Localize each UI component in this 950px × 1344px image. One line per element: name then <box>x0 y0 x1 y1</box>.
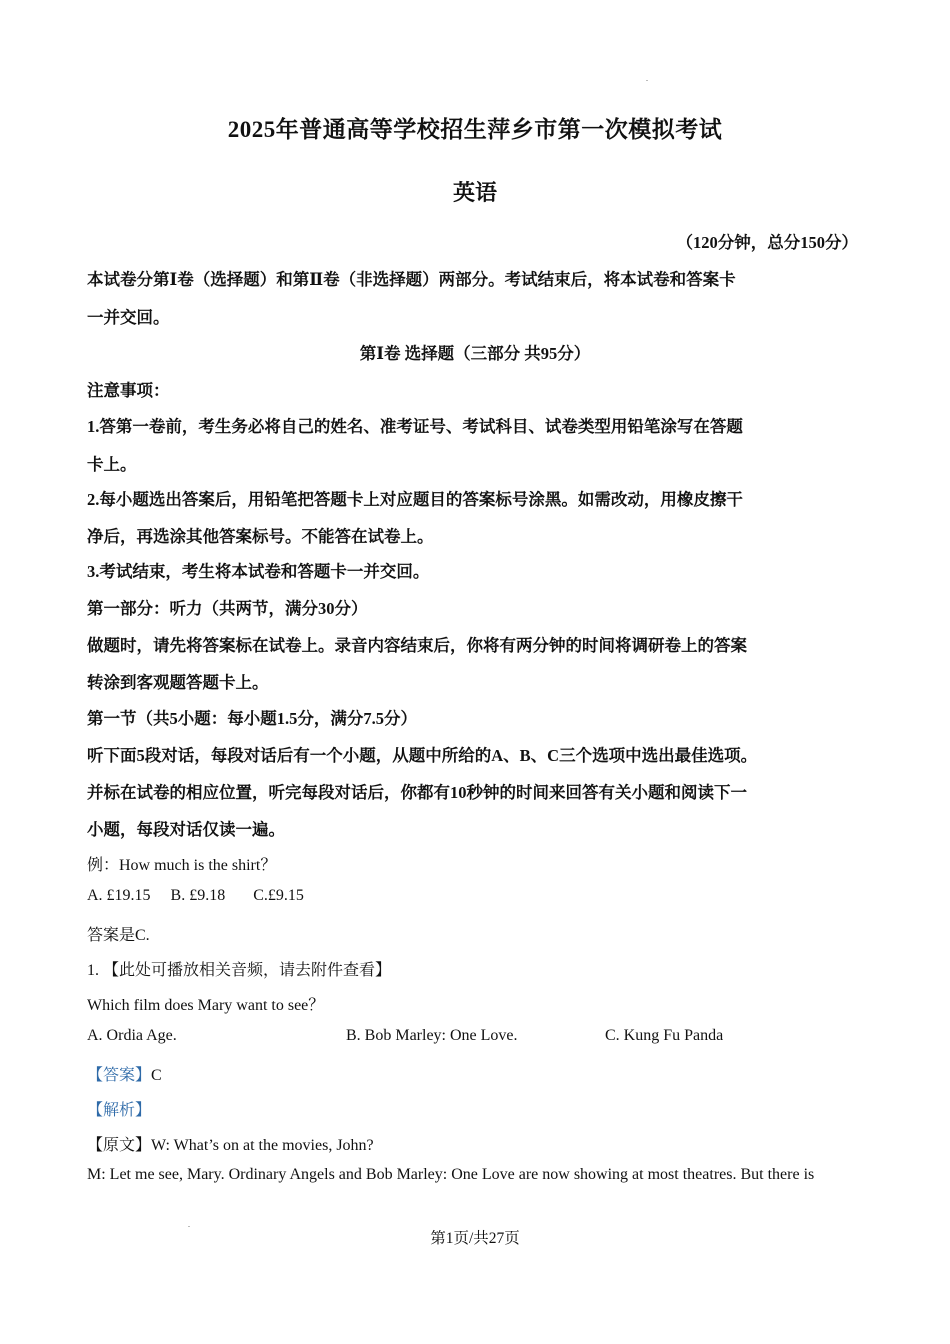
part1-heading: 第Ⅰ卷 选择题（三部分 共95分） <box>359 344 591 363</box>
note-2-line-2: 净后，再选涂其他答案标号。不能答在试卷上。 <box>87 527 434 546</box>
exam-title: 2025年普通高等学校招生萍乡市第一次模拟考试 <box>227 117 723 142</box>
note-2-line-1: 2.每小题选出答案后，用铅笔把答题卡上对应题目的答案标号涂黑。如需改动，用橡皮擦干 <box>87 490 743 509</box>
q1-answer <box>87 1062 162 1085</box>
answer-value: C <box>151 1067 162 1084</box>
page-number: 第1页/共27页 <box>430 1230 520 1247</box>
intro-line-1: 本试卷分第Ⅰ卷（选择题）和第Ⅱ卷（非选择题）两部分。考试结束后，将本试卷和答案卡 <box>87 270 736 289</box>
section-1-heading: 第一节（共5小题：每小题1.5分，满分7.5分） <box>87 709 417 728</box>
listening-instruction-1: 做题时，请先将答案标在试卷上。录音内容结束后，你将有两分钟的时间将调研卷上的答案 <box>87 636 747 655</box>
q1-option-b: B. Bob Marley: One Love. <box>346 1027 518 1044</box>
example-question: 例：How much is the shirt？ <box>87 857 277 874</box>
answer-tag: 【答案】 <box>87 1067 152 1084</box>
q1-analysis <box>87 1097 151 1120</box>
q1-question: Which film does Mary want to see？ <box>87 997 325 1014</box>
exam-duration: （120分钟，总分150分） <box>676 233 858 252</box>
q1-transcript-w <box>87 1132 374 1155</box>
transcript-w-text: W: What’s on at the movies, John? <box>151 1137 374 1154</box>
transcript-tag: 【原文】 <box>87 1137 152 1154</box>
notes-heading: 注意事项： <box>87 381 170 400</box>
listening-heading: 第一部分：听力（共两节，满分30分） <box>87 599 368 618</box>
section-1-instruction-1: 听下面5段对话，每段对话后有一个小题，从题中所给的A、B、C三个选项中选出最佳选项。 <box>87 746 758 765</box>
note-3: 3.考试结束，考生将本试卷和答题卡一并交回。 <box>87 562 430 581</box>
q1-transcript-m: M: Let me see, Mary. Ordinary Angels and Bob Marley: One Love are now showing at most theatres. But there is <box>87 1166 815 1183</box>
q1-option-a: A. Ordia Age. <box>87 1027 177 1044</box>
q1-option-c: C. Kung Fu Panda <box>605 1027 724 1044</box>
intro-line-2: 一并交回。 <box>87 308 170 327</box>
example-options: A. £19.15 B. £9.18 C.£9.15 <box>87 887 304 904</box>
q1-audio-link[interactable]: 1. 【此处可播放相关音频，请去附件查看】 <box>87 962 392 979</box>
section-1-instruction-2: 并标在试卷的相应位置，听完每段对话后，你都有10秒钟的时间来回答有关小题和阅读下一 <box>87 783 747 802</box>
note-1-line-1: 1.答第一卷前，考生务必将自己的姓名、准考证号、考试科目、试卷类型用铅笔涂写在答题 <box>87 417 743 436</box>
note-1-line-2: 卡上。 <box>87 455 137 474</box>
section-1-instruction-3: 小题，每段对话仅读一遍。 <box>87 820 285 839</box>
listening-instruction-2: 转涂到客观题答题卡上。 <box>87 673 269 692</box>
example-answer: 答案是C. <box>87 927 150 944</box>
analysis-tag: 【解析】 <box>87 1102 152 1119</box>
exam-subject: 英语 <box>452 180 497 205</box>
speck-mark <box>646 80 648 81</box>
